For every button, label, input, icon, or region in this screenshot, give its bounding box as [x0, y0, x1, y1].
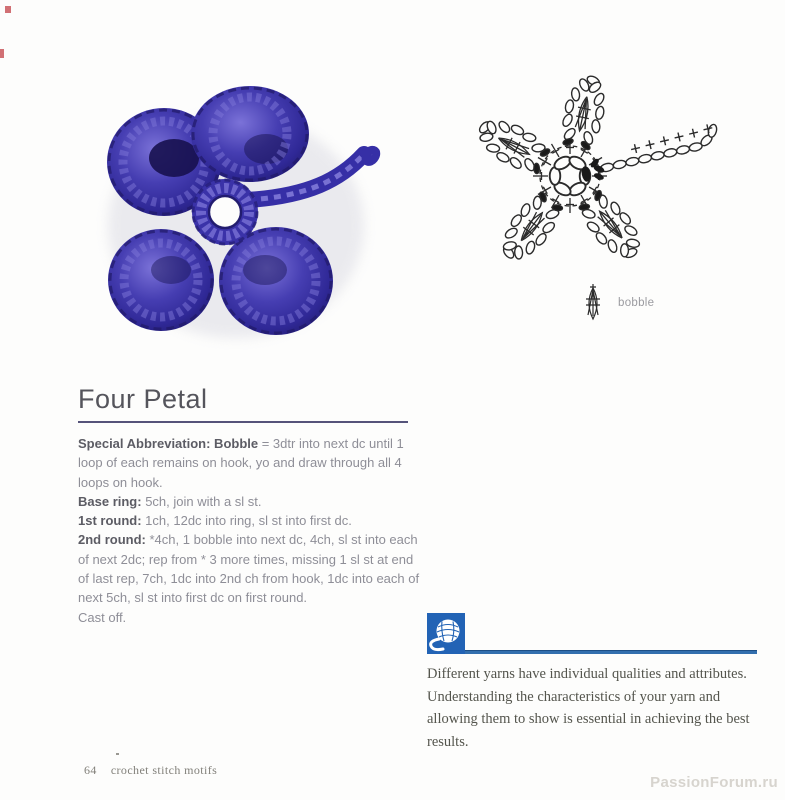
tip-rule — [465, 650, 757, 654]
pattern-abbreviation: Special Abbreviation: Bobble = 3dtr into next dc until 1 loop of each remains on hook, yo and draw through all 4 loops on hook. — [78, 436, 404, 490]
book-title: crochet stitch motifs — [110, 763, 218, 777]
page-title: Four Petal — [78, 384, 208, 414]
page-footer — [84, 763, 217, 778]
tip-text: Different yarns have individual qualities and attributes. Understanding the characteristics of your yarn and allowing them to show is essential in achieving the best results. — [427, 666, 750, 750]
pattern-row: Cast off. — [78, 609, 127, 625]
petal-lower-left — [108, 229, 214, 331]
yarn-ball-icon — [427, 613, 465, 657]
petal-top — [191, 86, 309, 182]
scan-artifact — [5, 6, 11, 13]
pattern-row: Base ring: 5ch, join with a sl st. — [78, 493, 262, 509]
scan-speck — [116, 753, 119, 755]
petal-lower-right — [219, 227, 333, 335]
pattern-row: 1st round: 1ch, 12dc into ring, sl st into first dc. — [78, 513, 352, 529]
chart-petals — [469, 71, 651, 271]
scan-artifact — [0, 49, 4, 58]
chart-stem — [586, 122, 724, 183]
flower-centre-ring — [192, 179, 258, 245]
chart-legend — [580, 284, 654, 322]
bobble-symbol — [580, 284, 606, 322]
tip-yarn-badge — [427, 613, 465, 654]
pattern-row: 2nd round: *4ch, 1 bobble into next dc, 4ch, sl st into each of next 2dc; rep from * 3 more times, missing 1 sl st at end of last rep, 7ch, 1dc into 2nd ch from hook, 1dc into each of next 5ch, sl st into first dc on first round. — [78, 532, 420, 606]
pattern-instructions — [78, 434, 422, 627]
watermark: PassionForum.ru — [650, 774, 778, 791]
flower-photo — [68, 48, 412, 360]
title-rule — [78, 421, 408, 423]
bobble-label: bobble — [618, 297, 655, 309]
page-number: 64 — [84, 763, 97, 777]
